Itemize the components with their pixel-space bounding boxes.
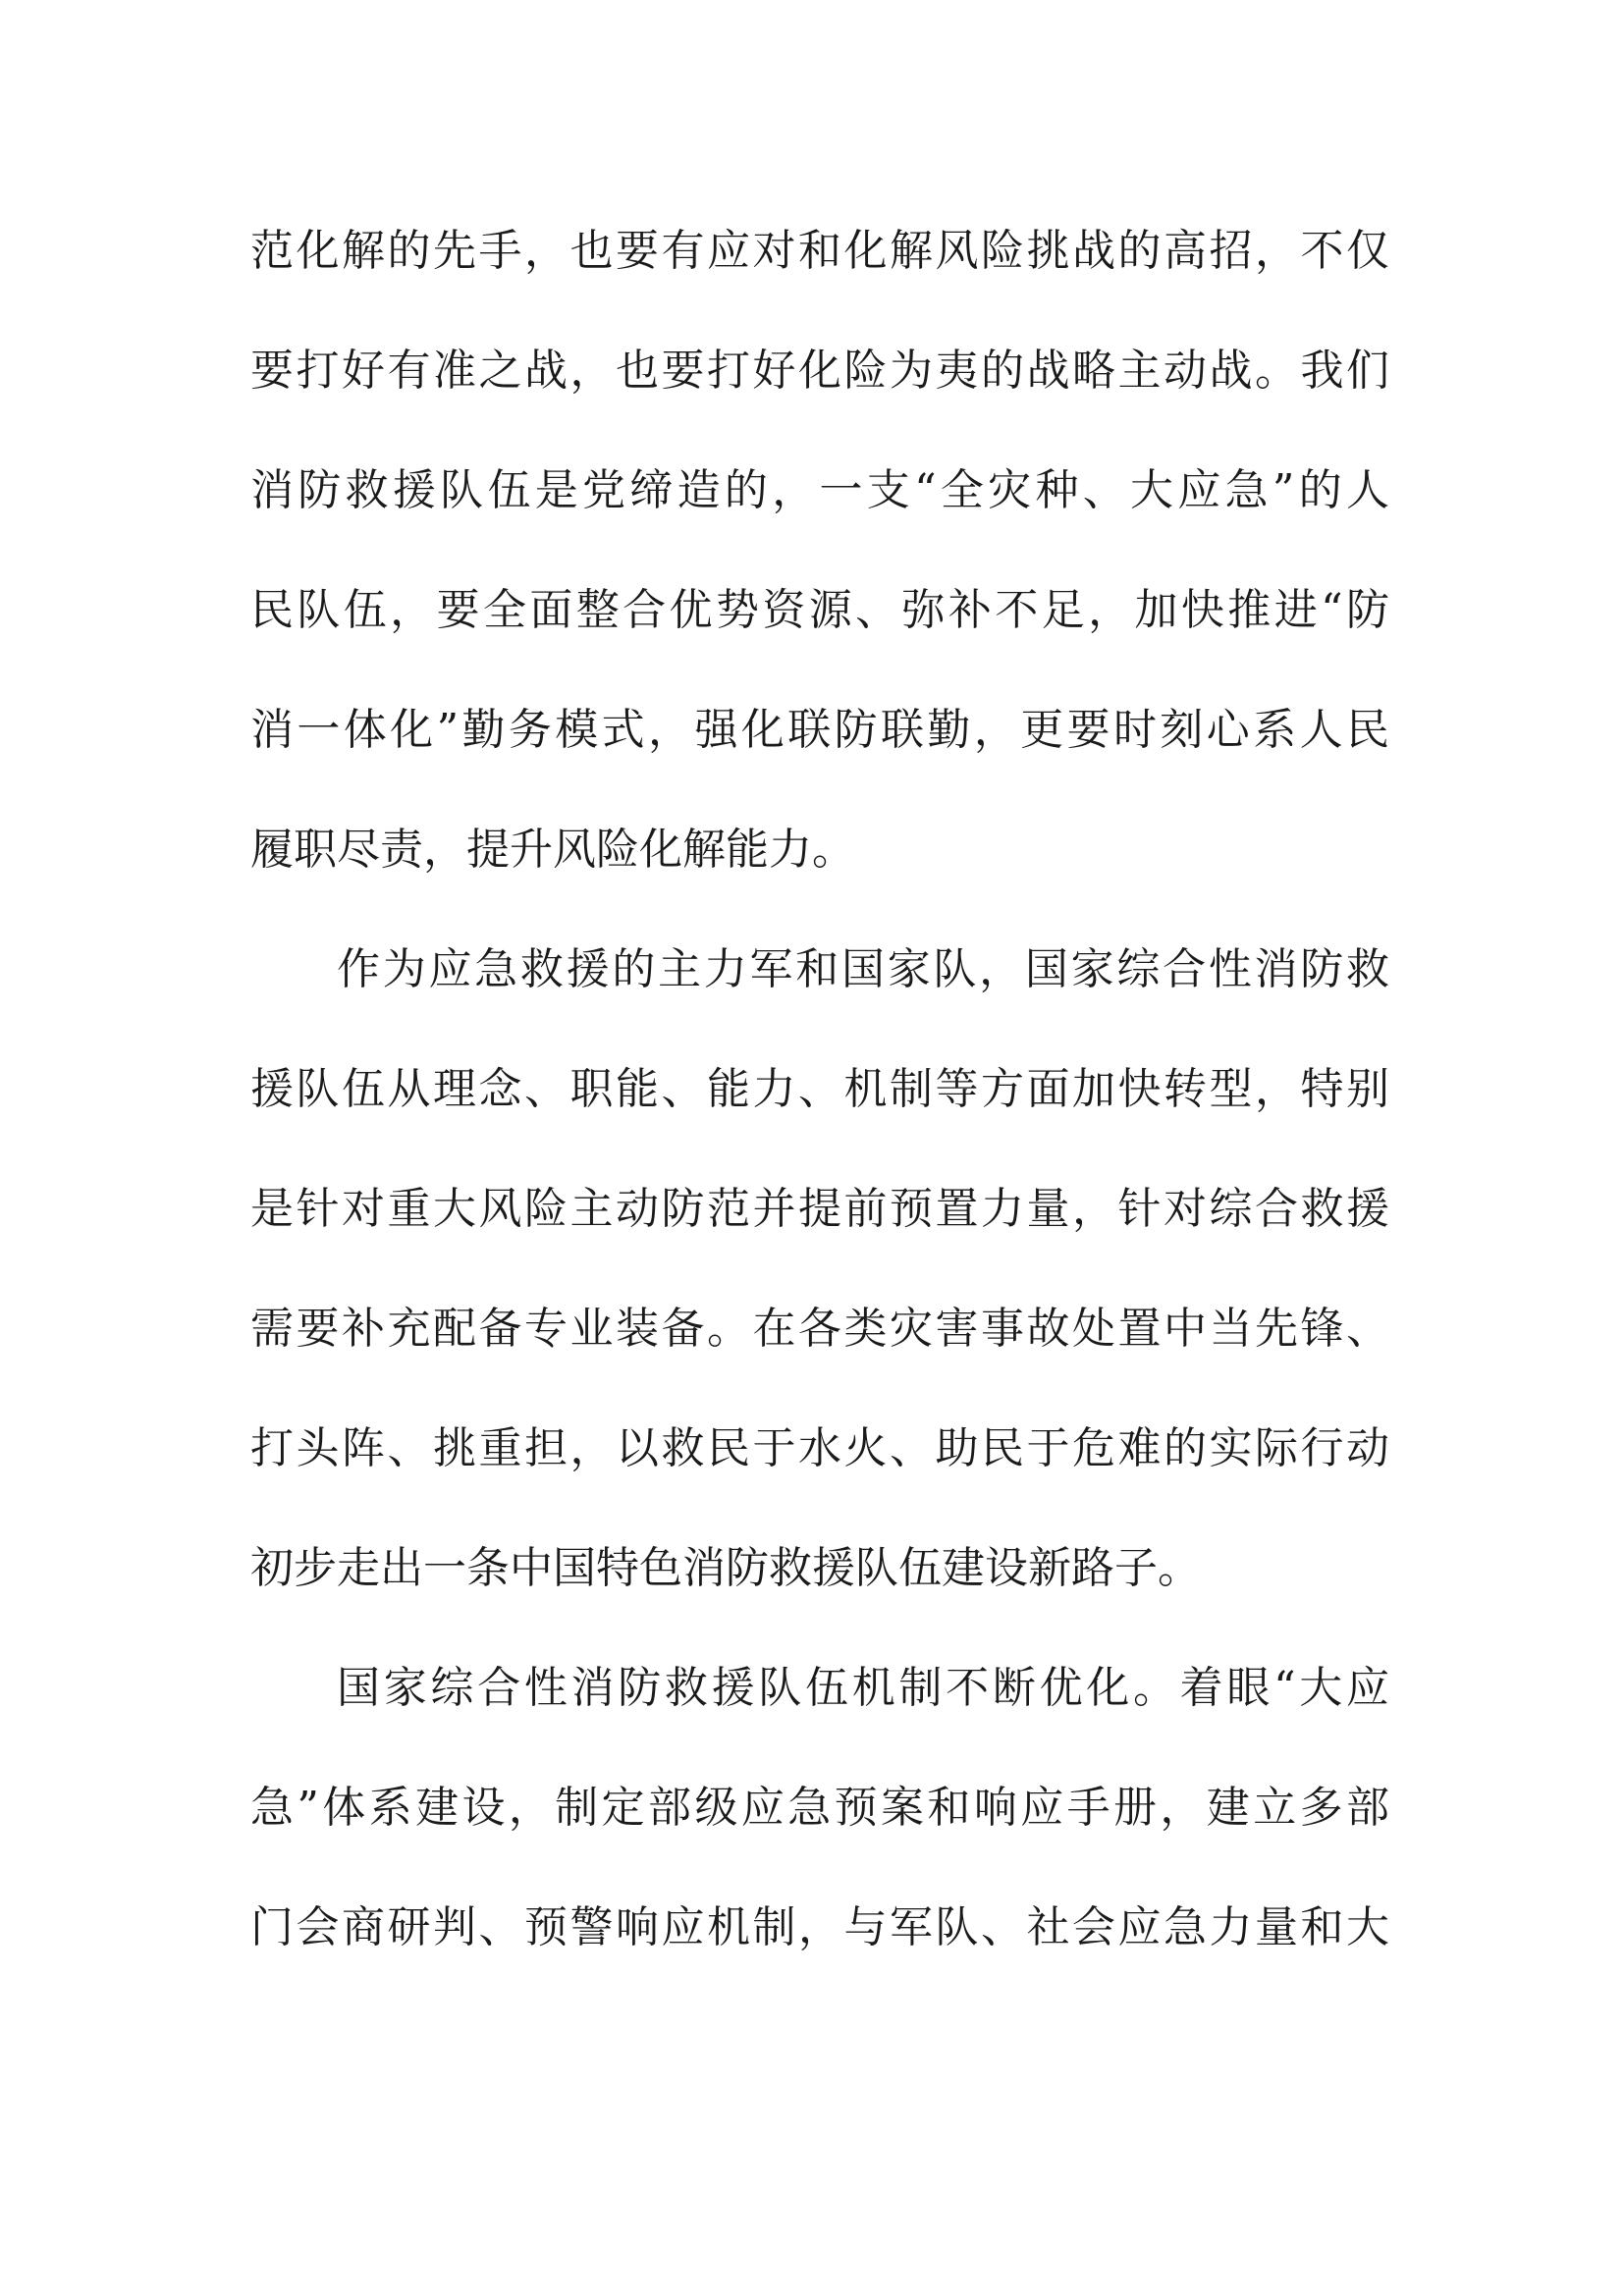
paragraph-line-3: 消防救援队伍是党缔造的，一支“全灾种、大应急”的人 bbox=[250, 465, 1389, 515]
paragraph-line-11: 打头阵、挑重担，以救民于水火、助民于危难的实际行动 bbox=[250, 1423, 1389, 1473]
paragraph-line-9: 是针对重大风险主动防范并提前预置力量，针对综合救援 bbox=[250, 1184, 1389, 1234]
paragraph-line-15: 门会商研判、预警响应机制，与军队、社会应急力量和大 bbox=[250, 1902, 1389, 1952]
paragraph-line-4: 民队伍，要全面整合优势资源、弥补不足，加快推进“防 bbox=[250, 585, 1389, 635]
paragraph-line-5: 消一体化”勤务模式，强化联防联勤，更要时刻心系人民 bbox=[250, 705, 1389, 755]
paragraph-line-10: 需要补充配备专业装备。在各类灾害事故处置中当先锋、 bbox=[250, 1304, 1389, 1354]
paragraph-line-12: 初步走出一条中国特色消防救援队伍建设新路子。 bbox=[250, 1543, 1201, 1593]
paragraph-line-8: 援队伍从理念、职能、能力、机制等方面加快转型，特别 bbox=[250, 1064, 1389, 1114]
paragraph-line-7: 作为应急救援的主力军和国家队，国家综合性消防救 bbox=[337, 944, 1389, 994]
paragraph-line-1: 范化解的先手，也要有应对和化解风险挑战的高招，不仅 bbox=[250, 226, 1389, 276]
paragraph-line-6: 履职尽责，提升风险化解能力。 bbox=[250, 825, 855, 875]
paragraph-line-13: 国家综合性消防救援队伍机制不断优化。着眼“大应 bbox=[337, 1663, 1389, 1713]
paragraph-line-2: 要打好有准之战，也要打好化险为夷的战略主动战。我们 bbox=[250, 346, 1389, 396]
paragraph-line-14: 急”体系建设，制定部级应急预案和响应手册，建立多部 bbox=[250, 1783, 1389, 1833]
